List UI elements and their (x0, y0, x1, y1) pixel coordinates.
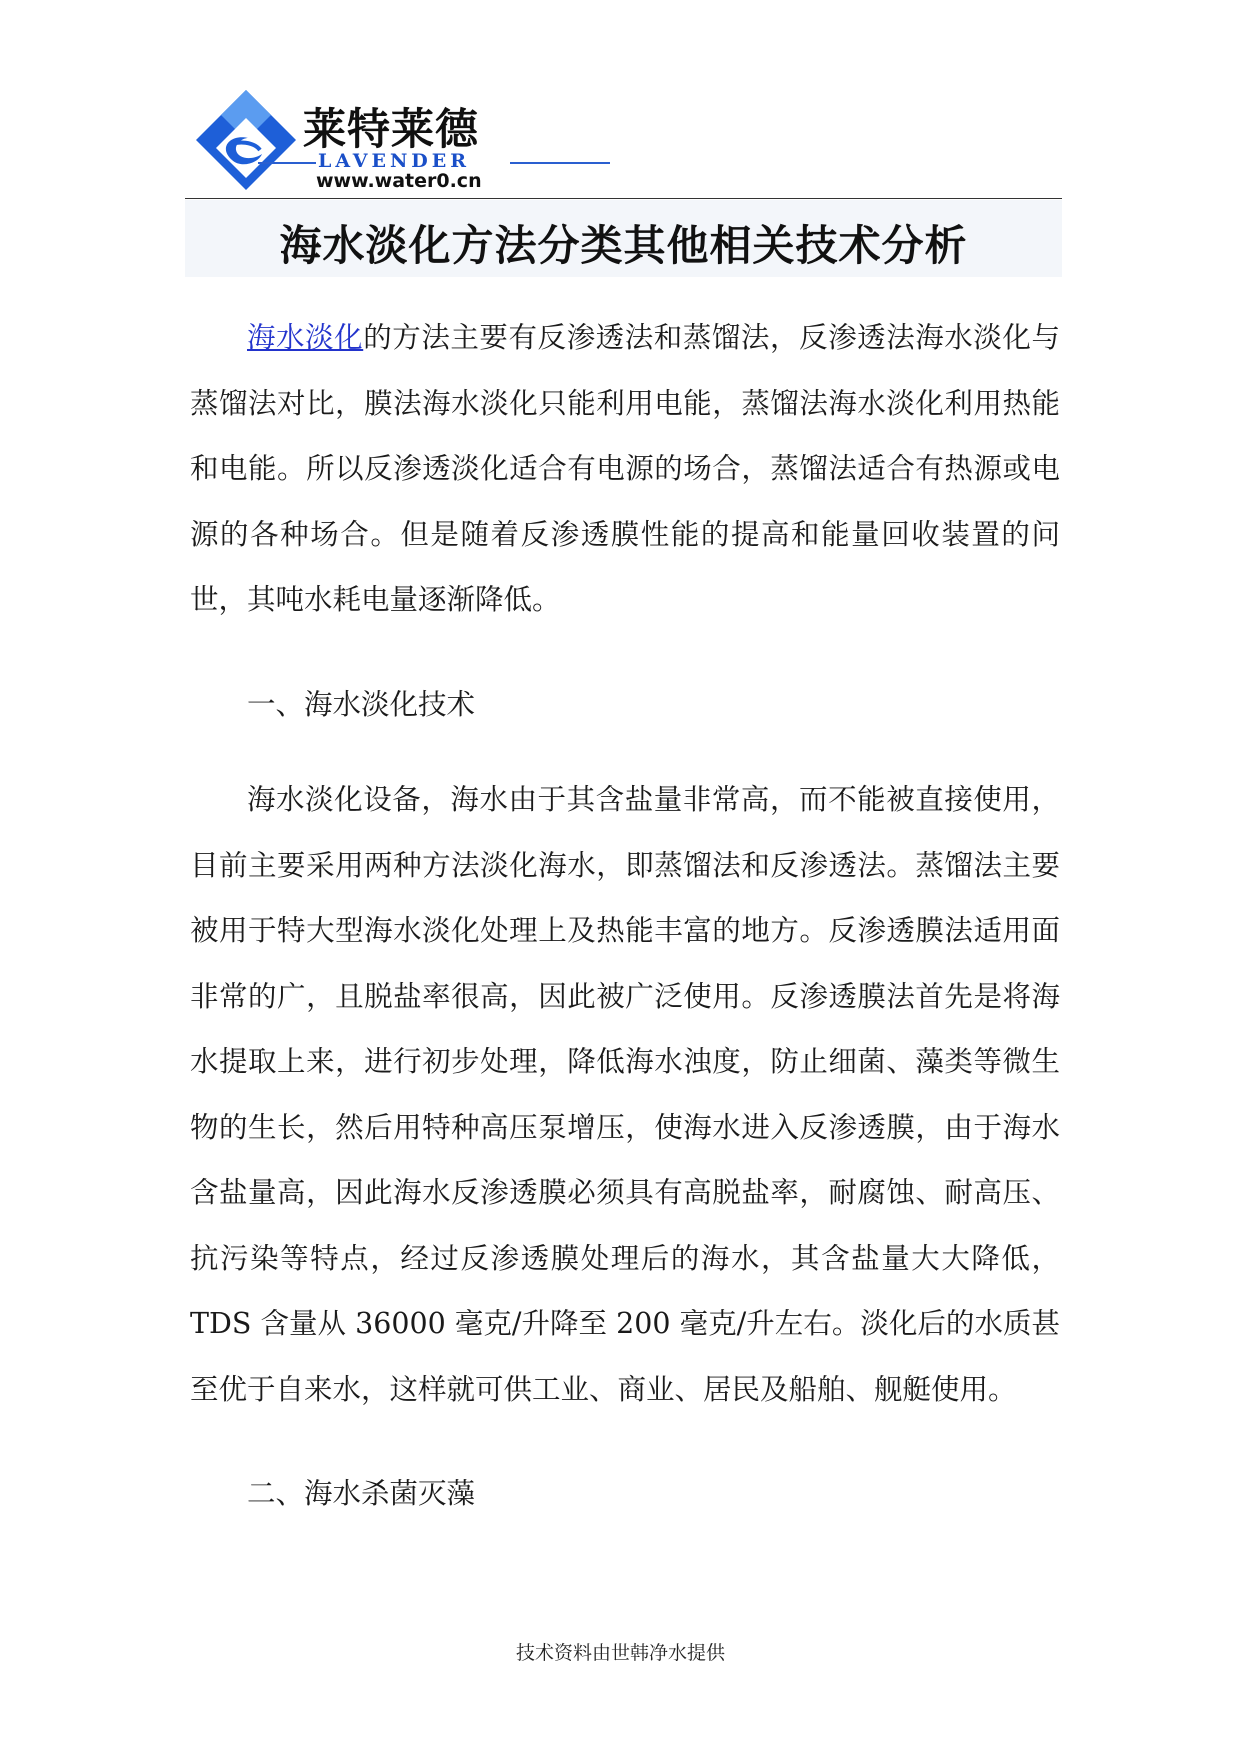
intro-text: 的方法主要有反渗透法和蒸馏法，反渗透法海水淡化与蒸馏法对比，膜法海水淡化只能利用电能，蒸馏法海水淡化利用热能和电能。所以反渗透淡化适合有电源的场合，蒸馏法适合有热源或电源的各种场合。但是随着反渗透膜性能的提高和能量回收装置的问世，其吨水耗电量逐渐降低。 (190, 321, 1060, 616)
section1-paragraph: 海水淡化设备，海水由于其含盐量非常高，而不能被直接使用，目前主要采用两种方法淡化海水，即蒸馏法和反渗透法。蒸馏法主要被用于特大型海水淡化处理上及热能丰富的地方。反渗透膜法适用面非常的广，且脱盐率很高，因此被广泛使用。反渗透膜法首先是将海水提取上来，进行初步处理，降低海水浊度，防止细菌、藻类等微生物的生长，然后用特种高压泵增压，使海水进入反渗透膜，由于海水含盐量高，因此海水反渗透膜必须具有高脱盐率，耐腐蚀、耐高压、抗污染等特点，经过反渗透膜处理后的海水，其含盐量大大降低，TDS 含量从 36000 毫克/升降至 200 毫克/升左右。淡化后的水质甚至优于自来水，这样就可供工业、商业、居民及船舶、舰艇使用。 (190, 783, 1060, 1406)
intro-paragraph (190, 305, 1060, 633)
lavender-logo-icon (188, 88, 298, 198)
header-rule (185, 198, 1062, 199)
brand-url: www.water0.cn (316, 170, 482, 192)
brand-divider-left (258, 162, 316, 164)
page-title: 海水淡化方法分类其他相关技术分析 (279, 221, 968, 270)
section2-heading: 二、海水杀菌灭藻 (247, 1477, 476, 1510)
section1-heading: 一、海水淡化技术 (247, 687, 476, 721)
page-footer: 技术资料由世韩净水提供 (515, 1642, 725, 1664)
title-band (185, 200, 1062, 277)
article-body (190, 305, 1060, 1527)
brand-name-cn: 莱特莱德 (303, 105, 479, 155)
brand-name-en: LAVENDER (318, 150, 471, 172)
header (188, 88, 1068, 198)
desalination-link[interactable]: 海水淡化 (247, 321, 364, 354)
brand-divider-right (510, 162, 610, 164)
